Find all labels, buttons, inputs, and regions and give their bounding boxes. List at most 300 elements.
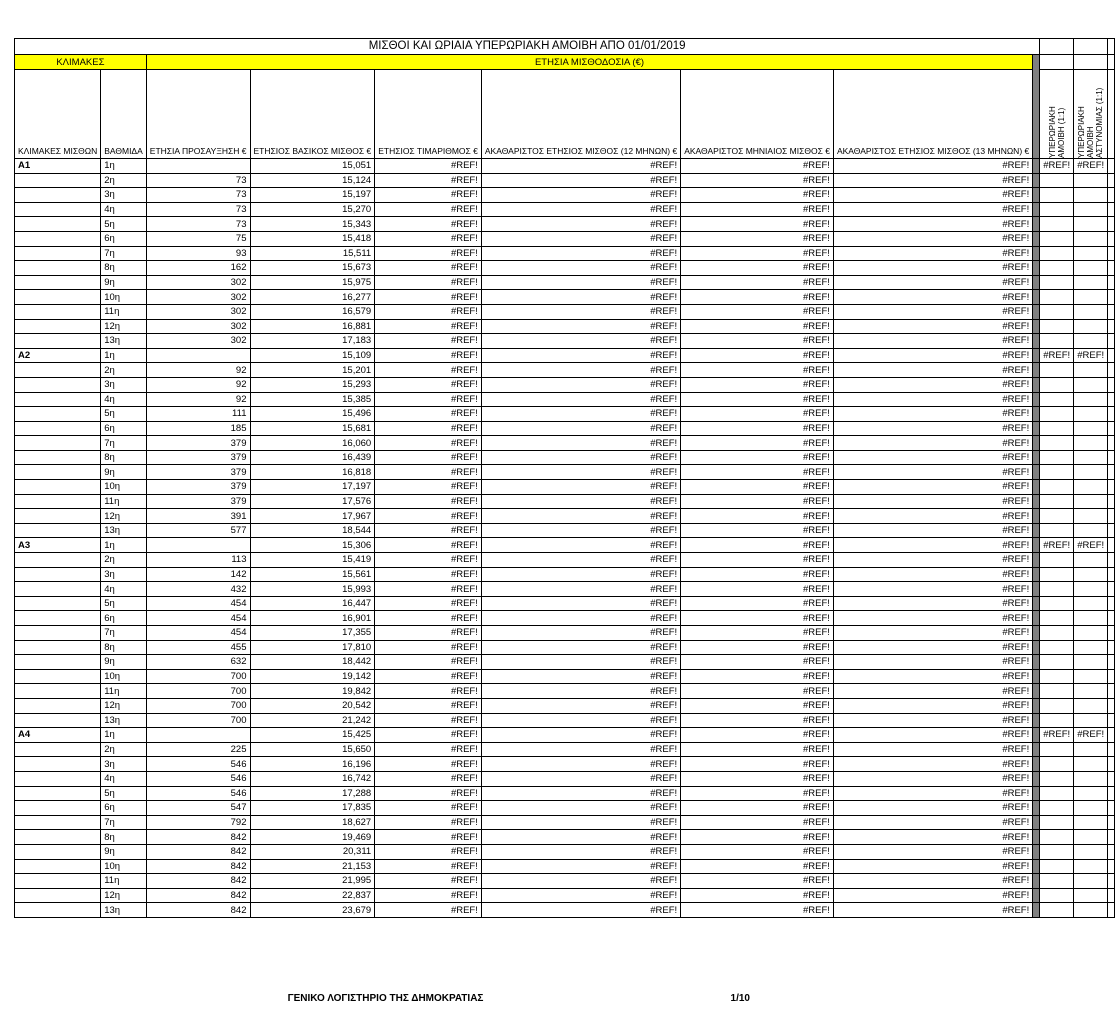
gross-monthly-cell: #REF! [681,188,834,203]
header-gross-12: ΑΚΑΘΑΡΙΣΤΟΣ ΕΤΗΣΙΟΣ ΜΙΣΘΟΣ (12 ΜΗΝΩΝ) € [481,70,680,159]
scale-cell [15,786,101,801]
overtime-police-cell [1074,202,1108,217]
overtime-police-cell [1074,801,1108,816]
annual-base-cell: 19,142 [250,669,375,684]
gross-12-cell: #REF! [481,480,680,495]
empty-cell [1108,494,1115,509]
gross-12-cell: #REF! [481,553,680,568]
gray-separator [1033,742,1040,757]
scale-cell: Α1 [15,159,101,174]
gross-12-cell: #REF! [481,903,680,918]
overtime-cell [1040,290,1074,305]
annual-cpi-cell: #REF! [375,188,482,203]
table-row [15,830,1115,845]
grade-cell: 10η [101,480,147,495]
gross-13-cell: #REF! [833,567,1032,582]
overtime-cell [1040,319,1074,334]
scale-cell [15,275,101,290]
empty-cell [1108,684,1115,699]
annual-increase-cell: 842 [146,888,250,903]
empty-cell [1108,626,1115,641]
scale-cell [15,465,101,480]
scale-cell [15,801,101,816]
overtime-cell [1040,771,1074,786]
annual-base-cell: 16,742 [250,771,375,786]
annual-cpi-cell: #REF! [375,582,482,597]
gross-13-cell: #REF! [833,786,1032,801]
gross-monthly-cell: #REF! [681,509,834,524]
annual-increase-cell: 454 [146,596,250,611]
gross-13-cell: #REF! [833,465,1032,480]
gross-13-cell: #REF! [833,348,1032,363]
table-row [15,640,1115,655]
table-row [15,698,1115,713]
gross-13-cell: #REF! [833,523,1032,538]
table-row [15,173,1115,188]
gross-12-cell: #REF! [481,246,680,261]
annual-base-cell: 20,542 [250,698,375,713]
annual-base-cell: 16,060 [250,436,375,451]
gross-13-cell: #REF! [833,363,1032,378]
page-number: 1/10 [730,993,750,1004]
annual-base-cell: 16,818 [250,465,375,480]
gross-monthly-cell: #REF! [681,640,834,655]
gross-13-cell: #REF! [833,304,1032,319]
annual-increase-cell: 454 [146,626,250,641]
gross-12-cell: #REF! [481,392,680,407]
annual-cpi-cell: #REF! [375,407,482,422]
scale-cell: Α3 [15,538,101,553]
gray-separator [1033,275,1040,290]
overtime-cell [1040,830,1074,845]
table-row [15,684,1115,699]
gray-separator [1033,217,1040,232]
gross-13-cell: #REF! [833,290,1032,305]
annual-cpi-cell: #REF! [375,844,482,859]
empty-cell [1108,188,1115,203]
annual-increase-cell: 700 [146,713,250,728]
annual-base-cell: 15,051 [250,159,375,174]
gross-13-cell: #REF! [833,480,1032,495]
gross-12-cell: #REF! [481,771,680,786]
gross-monthly-cell: #REF! [681,626,834,641]
scale-cell [15,421,101,436]
gray-separator [1033,55,1040,159]
gray-separator [1033,582,1040,597]
grade-cell: 12η [101,888,147,903]
overtime-cell [1040,450,1074,465]
annual-base-cell: 15,343 [250,217,375,232]
grade-cell: 10η [101,290,147,305]
grade-cell: 4η [101,202,147,217]
annual-cpi-cell: #REF! [375,742,482,757]
overtime-cell [1040,377,1074,392]
overtime-police-cell [1074,363,1108,378]
gross-12-cell: #REF! [481,698,680,713]
overtime-police-cell [1074,392,1108,407]
gross-monthly-cell: #REF! [681,334,834,349]
overtime-police-cell [1074,261,1108,276]
overtime-cell [1040,217,1074,232]
annual-cpi-cell: #REF! [375,669,482,684]
gross-13-cell: #REF! [833,509,1032,524]
grade-cell: 4η [101,582,147,597]
annual-base-cell: 16,579 [250,304,375,319]
table-row [15,757,1115,772]
gross-monthly-cell: #REF! [681,844,834,859]
empty-cell [1108,407,1115,422]
gross-13-cell: #REF! [833,407,1032,422]
overtime-cell [1040,202,1074,217]
annual-cpi-cell: #REF! [375,596,482,611]
gross-monthly-cell: #REF! [681,757,834,772]
scale-cell [15,684,101,699]
annual-base-cell: 21,242 [250,713,375,728]
table-row [15,771,1115,786]
gray-separator [1033,377,1040,392]
overtime-police-cell [1074,596,1108,611]
scale-cell [15,217,101,232]
table-row [15,421,1115,436]
annual-cpi-cell: #REF! [375,611,482,626]
scale-cell [15,319,101,334]
gross-12-cell: #REF! [481,377,680,392]
table-row [15,377,1115,392]
overtime-cell [1040,786,1074,801]
empty-cell [1108,874,1115,889]
grade-cell: 1η [101,728,147,743]
gross-13-cell: #REF! [833,757,1032,772]
overtime-police-cell [1074,173,1108,188]
gross-13-cell: #REF! [833,859,1032,874]
overtime-police-cell [1074,465,1108,480]
annual-cpi-cell: #REF! [375,290,482,305]
overtime-police-cell [1074,786,1108,801]
gross-monthly-cell: #REF! [681,567,834,582]
overtime-cell [1040,480,1074,495]
empty-cell [1108,888,1115,903]
gross-12-cell: #REF! [481,728,680,743]
table-row [15,844,1115,859]
table-row [15,348,1115,363]
header-empty-cell [1108,70,1115,159]
table-row [15,392,1115,407]
scale-cell [15,202,101,217]
gross-12-cell: #REF! [481,334,680,349]
annual-increase-cell: 842 [146,844,250,859]
table-row [15,888,1115,903]
annual-increase-cell: 455 [146,640,250,655]
grade-cell: 4η [101,771,147,786]
gray-separator [1033,523,1040,538]
overtime-police-cell [1074,640,1108,655]
gross-12-cell: #REF! [481,742,680,757]
grade-cell: 2η [101,553,147,568]
table-row [15,859,1115,874]
overtime-police-cell [1074,188,1108,203]
annual-cpi-cell: #REF! [375,655,482,670]
title-empty-cell [1040,39,1074,55]
overtime-police-cell [1074,407,1108,422]
header-gross-13: ΑΚΑΘΑΡΙΣΤΟΣ ΕΤΗΣΙΟΣ ΜΙΣΘΟΣ (13 ΜΗΝΩΝ) € [833,70,1032,159]
grade-cell: 3η [101,757,147,772]
annual-base-cell: 15,496 [250,407,375,422]
gross-monthly-cell: #REF! [681,874,834,889]
gross-13-cell: #REF! [833,596,1032,611]
gross-13-cell: #REF! [833,275,1032,290]
annual-increase-cell: 432 [146,582,250,597]
scale-cell: Α4 [15,728,101,743]
gross-monthly-cell: #REF! [681,888,834,903]
overtime-police-cell [1074,859,1108,874]
annual-base-cell: 17,576 [250,494,375,509]
annual-increase-cell: 92 [146,377,250,392]
grade-cell: 3η [101,567,147,582]
gross-13-cell: #REF! [833,261,1032,276]
gray-separator [1033,888,1040,903]
annual-base-cell: 17,835 [250,801,375,816]
empty-cell [1108,261,1115,276]
scale-cell [15,757,101,772]
annual-base-cell: 15,681 [250,421,375,436]
grade-cell: 1η [101,538,147,553]
annual-base-cell: 18,544 [250,523,375,538]
annual-increase-cell: 111 [146,407,250,422]
gross-12-cell: #REF! [481,859,680,874]
overtime-police-cell [1074,655,1108,670]
annual-base-cell: 15,511 [250,246,375,261]
table-row [15,611,1115,626]
annual-base-cell: 23,679 [250,903,375,918]
header-overtime-police [1074,70,1108,159]
annual-cpi-cell: #REF! [375,553,482,568]
scale-cell [15,246,101,261]
gross-monthly-cell: #REF! [681,231,834,246]
overtime-cell [1040,669,1074,684]
scale-cell [15,815,101,830]
gray-separator [1033,844,1040,859]
overtime-police-cell: #REF! [1074,348,1108,363]
gross-monthly-cell: #REF! [681,275,834,290]
grade-cell: 11η [101,304,147,319]
gross-13-cell: #REF! [833,669,1032,684]
annual-base-cell: 15,109 [250,348,375,363]
header-overtime [1040,70,1074,159]
overtime-cell [1040,421,1074,436]
annual-base-cell: 17,288 [250,786,375,801]
gross-13-cell: #REF! [833,728,1032,743]
annual-cpi-cell: #REF! [375,684,482,699]
table-row [15,713,1115,728]
overtime-police-cell [1074,509,1108,524]
gross-12-cell: #REF! [481,626,680,641]
gross-13-cell: #REF! [833,173,1032,188]
empty-cell [1108,231,1115,246]
overtime-cell [1040,465,1074,480]
scale-cell [15,859,101,874]
annual-cpi-cell: #REF! [375,319,482,334]
gray-separator [1033,801,1040,816]
annual-cpi-cell: #REF! [375,523,482,538]
gray-separator [1033,421,1040,436]
annual-base-cell: 21,153 [250,859,375,874]
empty-cell [1108,582,1115,597]
annual-cpi-cell: #REF! [375,874,482,889]
overtime-cell: #REF! [1040,538,1074,553]
overtime-cell [1040,582,1074,597]
gross-13-cell: #REF! [833,188,1032,203]
empty-cell [1108,246,1115,261]
annual-base-cell: 15,197 [250,188,375,203]
gross-monthly-cell: #REF! [681,261,834,276]
overtime-police-cell: #REF! [1074,728,1108,743]
annual-base-cell: 15,650 [250,742,375,757]
gross-monthly-cell: #REF! [681,698,834,713]
gross-12-cell: #REF! [481,757,680,772]
overtime-police-cell: #REF! [1074,159,1108,174]
band-scales: ΚΛΙΜΑΚΕΣ [15,55,147,70]
scale-cell [15,494,101,509]
gray-separator [1033,334,1040,349]
table-row [15,246,1115,261]
annual-increase-cell: 302 [146,334,250,349]
overtime-police-cell: #REF! [1074,538,1108,553]
annual-increase-cell: 546 [146,757,250,772]
table-row [15,231,1115,246]
gross-12-cell: #REF! [481,421,680,436]
header-overtime-police-text: ΥΠΕΡΩΡΙΑΚΗ ΑΜΟΙΒΗ ΑΣΤΥΝΟΜΙΑΣ (1:1) [1077,87,1105,158]
header-grade: ΒΑΘΜΙΔΑ [101,70,147,159]
overtime-police-cell [1074,275,1108,290]
gross-12-cell: #REF! [481,290,680,305]
annual-base-cell: 15,561 [250,567,375,582]
annual-increase-cell: 73 [146,173,250,188]
overtime-police-cell [1074,450,1108,465]
overtime-cell [1040,509,1074,524]
overtime-cell [1040,903,1074,918]
annual-cpi-cell: #REF! [375,363,482,378]
gross-monthly-cell: #REF! [681,392,834,407]
empty-cell [1108,436,1115,451]
annual-increase-cell: 225 [146,742,250,757]
scale-cell [15,844,101,859]
annual-base-cell: 16,439 [250,450,375,465]
overtime-cell [1040,304,1074,319]
empty-cell [1108,509,1115,524]
scale-cell [15,261,101,276]
gray-separator [1033,319,1040,334]
grade-cell: 8η [101,640,147,655]
gross-monthly-cell: #REF! [681,903,834,918]
gray-separator [1033,304,1040,319]
empty-cell [1108,523,1115,538]
grade-cell: 7η [101,246,147,261]
gray-separator [1033,830,1040,845]
scale-cell [15,888,101,903]
grade-cell: 6η [101,801,147,816]
empty-cell [1108,465,1115,480]
overtime-cell [1040,684,1074,699]
overtime-cell [1040,655,1074,670]
band-empty-cell [1040,55,1074,70]
gross-13-cell: #REF! [833,231,1032,246]
annual-cpi-cell: #REF! [375,480,482,495]
annual-base-cell: 15,270 [250,202,375,217]
gray-separator [1033,494,1040,509]
annual-cpi-cell: #REF! [375,377,482,392]
gross-13-cell: #REF! [833,553,1032,568]
annual-increase-cell [146,159,250,174]
empty-cell [1108,903,1115,918]
annual-increase-cell: 379 [146,494,250,509]
scale-cell [15,392,101,407]
annual-increase-cell: 700 [146,684,250,699]
overtime-police-cell [1074,844,1108,859]
annual-base-cell: 15,385 [250,392,375,407]
gross-monthly-cell: #REF! [681,786,834,801]
table-row [15,407,1115,422]
scale-cell [15,290,101,305]
annual-base-cell: 20,311 [250,844,375,859]
gross-monthly-cell: #REF! [681,494,834,509]
grade-cell: 13η [101,334,147,349]
empty-cell [1108,334,1115,349]
overtime-cell [1040,801,1074,816]
overtime-police-cell [1074,757,1108,772]
annual-increase-cell: 700 [146,698,250,713]
annual-cpi-cell: #REF! [375,859,482,874]
overtime-cell [1040,713,1074,728]
gross-12-cell: #REF! [481,217,680,232]
annual-increase-cell: 113 [146,553,250,568]
gross-13-cell: #REF! [833,903,1032,918]
overtime-cell [1040,640,1074,655]
overtime-cell [1040,815,1074,830]
gross-13-cell: #REF! [833,159,1032,174]
table-row [15,801,1115,816]
grade-cell: 12η [101,319,147,334]
overtime-police-cell [1074,742,1108,757]
annual-cpi-cell: #REF! [375,450,482,465]
table-row [15,582,1115,597]
gross-13-cell: #REF! [833,888,1032,903]
overtime-cell [1040,436,1074,451]
gross-monthly-cell: #REF! [681,290,834,305]
overtime-cell [1040,173,1074,188]
annual-cpi-cell: #REF! [375,830,482,845]
gross-12-cell: #REF! [481,801,680,816]
scale-cell [15,567,101,582]
gross-12-cell: #REF! [481,582,680,597]
gray-separator [1033,188,1040,203]
annual-base-cell: 17,183 [250,334,375,349]
gross-12-cell: #REF! [481,188,680,203]
gross-13-cell: #REF! [833,742,1032,757]
gross-12-cell: #REF! [481,874,680,889]
gross-monthly-cell: #REF! [681,465,834,480]
gross-monthly-cell: #REF! [681,684,834,699]
empty-cell [1108,304,1115,319]
gray-separator [1033,728,1040,743]
gross-monthly-cell: #REF! [681,363,834,378]
gross-monthly-cell: #REF! [681,611,834,626]
grade-cell: 6η [101,421,147,436]
gross-monthly-cell: #REF! [681,655,834,670]
annual-base-cell: 15,418 [250,231,375,246]
scale-cell [15,771,101,786]
gray-separator [1033,626,1040,641]
overtime-cell [1040,844,1074,859]
